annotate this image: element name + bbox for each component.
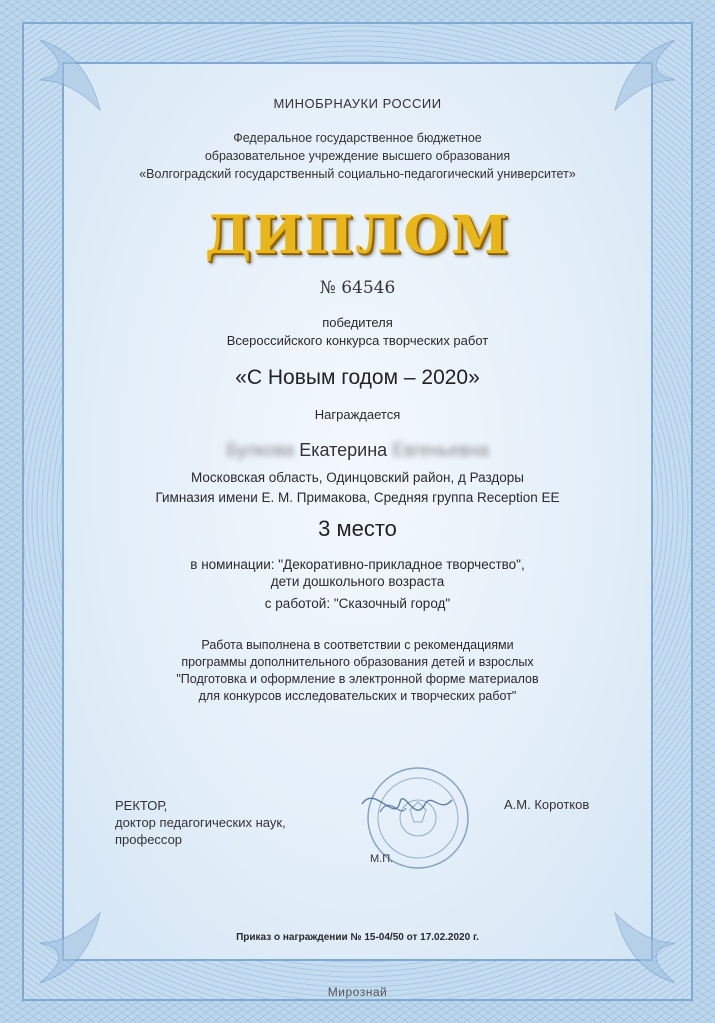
- seal-mark-label: М.П.: [370, 853, 394, 865]
- org-line-2: образовательное учреждение высшего образования: [204, 149, 511, 163]
- award-place: 3 место: [318, 516, 397, 541]
- rector-signature-block: [115, 797, 286, 848]
- rector-degree: доктор педагогических наук,: [115, 815, 286, 830]
- rector-title: РЕКТОР,: [115, 798, 168, 813]
- diploma-title: ДИПЛОМ: [204, 205, 511, 266]
- org-line-3: «Волгоградский государственный социально-педагогический университет»: [139, 167, 576, 181]
- organization-name: [0, 129, 715, 183]
- winner-label: победителя: [322, 315, 393, 330]
- recipient-name: [0, 440, 715, 461]
- award-order-reference: Приказ о награждении № 15-04/50 от 17.02.2020 г.: [236, 932, 479, 943]
- nomination-line-2: дети дошкольного возраста: [270, 574, 445, 589]
- awarded-label: Награждается: [314, 407, 401, 422]
- signatory-name: А.М. Коротков: [504, 797, 590, 812]
- recipient-patronymic-redacted: Евгеньевна: [392, 440, 489, 460]
- contest-name: «С Новым годом – 2020»: [235, 366, 480, 389]
- recipient-first-name: Екатерина: [299, 440, 388, 460]
- footer-brand: Мирознай: [327, 985, 388, 999]
- org-line-1: Федеральное государственное бюджетное: [233, 131, 482, 145]
- location-line-2: Гимназия имени Е. М. Примакова, Средняя группа Reception EE: [155, 490, 560, 505]
- recommendation-text: [0, 637, 715, 705]
- location-line-1: Московская область, Одинцовский район, д Раздоры: [191, 470, 524, 485]
- diploma-number: № 64546: [319, 278, 396, 298]
- nomination-line-1: в номинации: "Декоративно-прикладное творчество",: [190, 557, 525, 572]
- contest-type: Всероссийского конкурса творческих работ: [226, 333, 489, 348]
- recommendation-line-4: для конкурсов исследовательских и творческих работ": [198, 689, 517, 703]
- ministry-name: МИНОБРНАУКИ РОССИИ: [273, 96, 442, 111]
- recipient-surname-redacted: Булкова: [226, 440, 295, 460]
- official-seal-stamp-icon: [340, 764, 490, 872]
- recommendation-line-1: Работа выполнена в соответствии с рекомендациями: [201, 638, 514, 652]
- recommendation-line-2: программы дополнительного образования детей и взрослых: [181, 655, 534, 669]
- work-title: с работой: "Сказочный город": [264, 596, 451, 611]
- rector-rank: профессор: [115, 832, 183, 847]
- recommendation-line-3: "Подготовка и оформление в электронной форме материалов: [176, 672, 539, 686]
